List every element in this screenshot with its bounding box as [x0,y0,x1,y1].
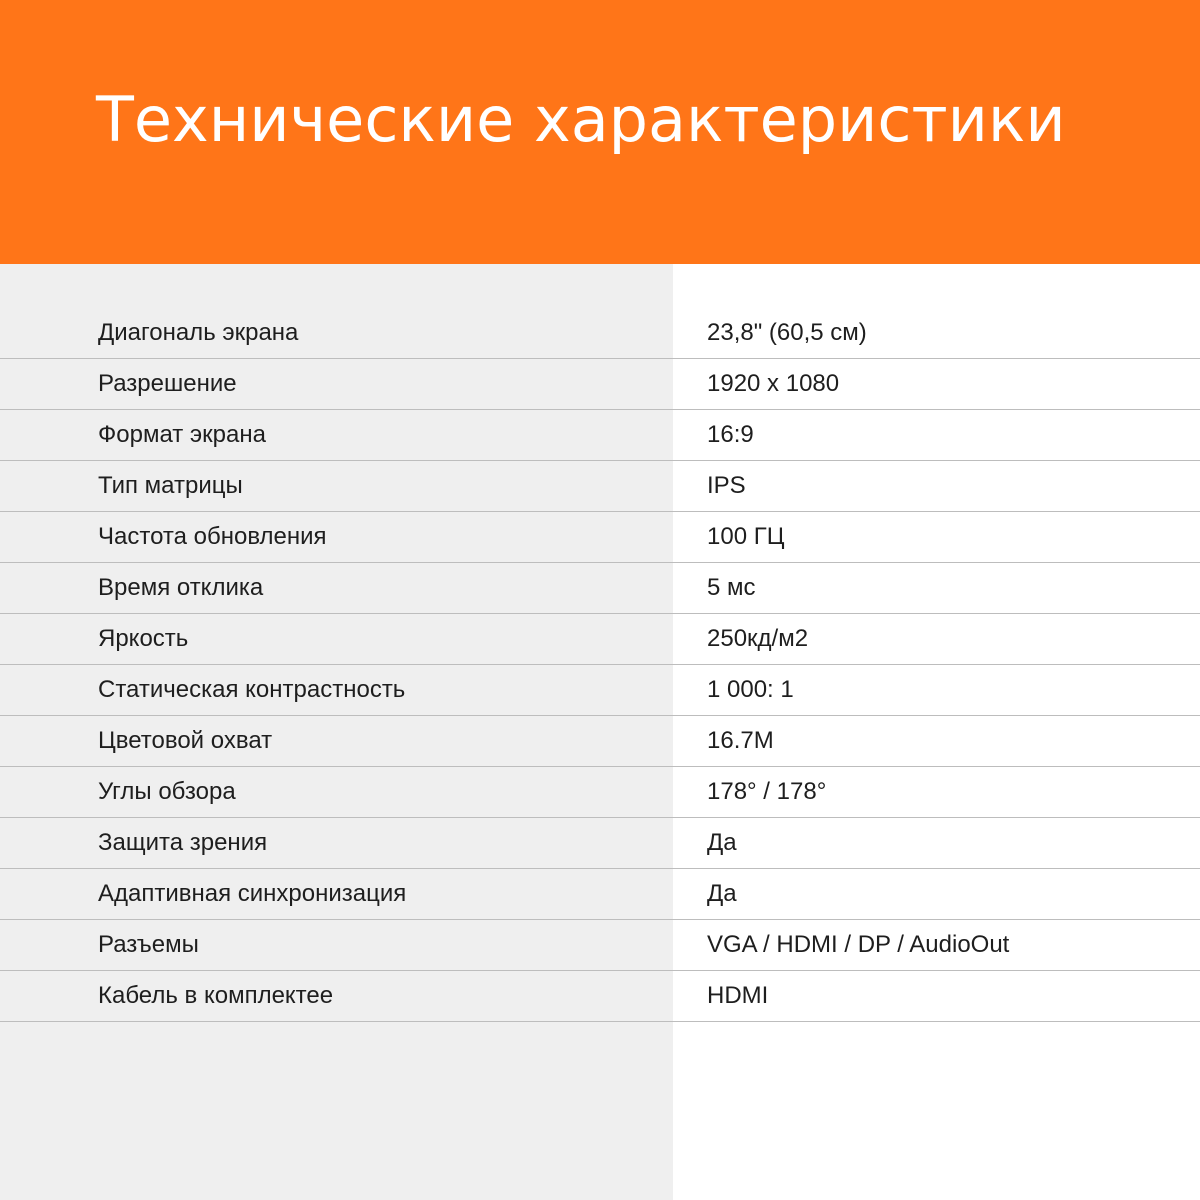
spec-value: 16:9 [707,421,754,448]
spec-label: Статическая контрастность [98,676,406,703]
spec-label: Время отклика [98,574,264,601]
spec-value: 5 мс [707,574,756,601]
spec-label: Цветовой охват [98,727,273,754]
spec-value: VGA / HDMI / DP / AudioOut [707,931,1010,958]
spec-value: 16.7M [707,727,774,754]
spec-value: HDMI [707,982,769,1009]
header-banner [0,0,1200,264]
spec-label: Частота обновления [98,523,327,550]
spec-label: Яркость [98,625,189,652]
spec-value: 250кд/м2 [707,625,809,652]
spec-value: 100 ГЦ [707,523,785,550]
spec-label: Разрешение [98,370,237,397]
spec-value: 1 000: 1 [707,676,794,703]
spec-label: Углы обзора [98,778,236,805]
labels-column-background [0,264,673,1200]
spec-label: Кабель в комплектее [98,982,334,1009]
spec-value: 1920 x 1080 [707,370,840,397]
spec-value: Да [707,880,737,907]
spec-label: Формат экрана [98,421,266,448]
spec-value: Да [707,829,737,856]
spec-value: IPS [707,472,746,499]
values-column-background [673,264,1200,1200]
spec-value: 23,8" (60,5 см) [707,319,867,346]
spec-label: Защита зрения [98,829,268,856]
spec-label: Адаптивная синхронизация [98,880,407,907]
page-title: Технические характеристики [96,83,1066,156]
spec-value: 178° / 178° [707,778,827,805]
spec-label: Разъемы [98,931,199,958]
spec-label: Диагональ экрана [98,319,299,346]
spec-label: Тип матрицы [98,472,243,499]
